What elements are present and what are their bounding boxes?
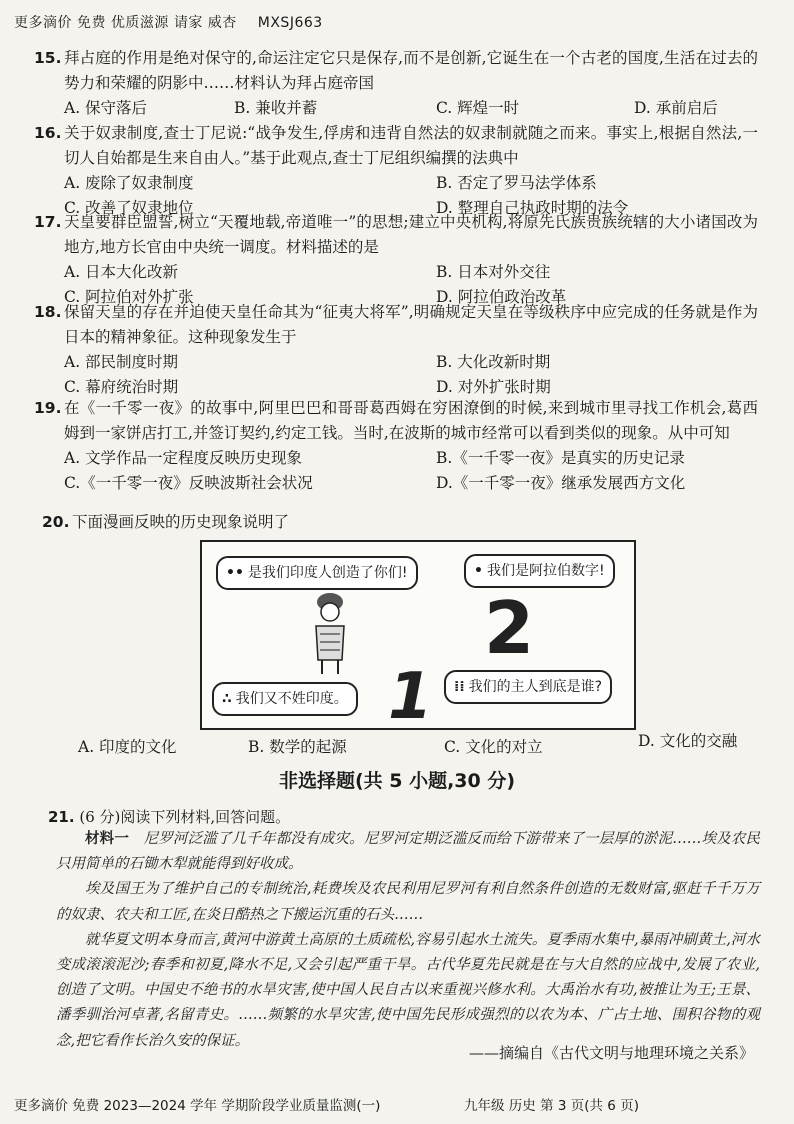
question-intro: (6 分)阅读下列材料,回答问题。 (79, 808, 291, 826)
question-15 (34, 46, 758, 121)
dots-icon: ⁞⁞ (454, 679, 465, 695)
option-d[interactable]: D. 承前启后 (634, 99, 718, 117)
header-code: MXSJ663 (257, 15, 323, 31)
speech-bubble-digit-two (464, 554, 615, 588)
option-d[interactable]: D. 阿拉伯政治改革 (436, 288, 567, 306)
question-number: 15. (34, 49, 62, 67)
dots-icon: ∴ (222, 691, 232, 707)
options-row (64, 471, 758, 496)
option-b[interactable]: B. 数学的起源 (248, 738, 347, 756)
options-row (78, 732, 758, 760)
option-a[interactable]: A. 日本大化改新 (64, 263, 179, 281)
material-paragraph-2: 埃及国王为了维护自己的专制统治,耗费埃及农民利用尼罗河有利自然条件创造的无数财富,驱赶千千万万的奴隶、农夫和工匠,在炎日酷热之下搬运沉重的石头…… (56, 881, 760, 923)
speech-bubble-digit-one (444, 670, 612, 704)
speech-bubble-indian (216, 556, 418, 590)
digit-two-character: 2 (484, 586, 535, 670)
comic-figure (200, 540, 636, 734)
indian-figure-icon (306, 590, 354, 676)
header-text: 更多滴价 免费 优质滋源 请家 威杏 (14, 15, 237, 31)
material-label: 材料一 (85, 830, 130, 847)
option-a[interactable]: A. 印度的文化 (78, 738, 177, 756)
footer-right: 九年级 历史 第 3 页(共 6 页) (464, 1098, 639, 1114)
option-a[interactable]: A. 文学作品一定程度反映历史现象 (64, 449, 303, 467)
bubble-text: 我们又不姓印度。 (235, 691, 348, 707)
material-paragraph-3: 就华夏文明本身而言,黄河中游黄土高原的土质疏松,容易引起水土流失。夏季雨水集中,暴雨冲刷黄土,河水变成滚滚泥沙;春季和初夏,降水不足,又会引起严重干旱。古代华夏先民就是在与大自然的应战中,发展了农业,创造了文明。中国史不绝书的水旱灾害,使中国人民自古以来重视兴修水利。大禹治水有功,被推让为王;王景、潘季驯治河卓著,名留青史。……频繁的水旱灾害,使中国先民形成强烈的以农为本、广占土地、围积谷物的观念,把它看作长治久安的保证。 (56, 931, 760, 1049)
bubble-text: 我们的主人到底是谁? (468, 679, 603, 695)
option-c[interactable]: C.《一千零一夜》反映波斯社会状况 (64, 474, 313, 492)
option-d[interactable]: D. 整理自己执政时期的法令 (436, 199, 629, 217)
option-a[interactable]: A. 废除了奴隶制度 (64, 174, 194, 192)
option-c[interactable]: C. 阿拉伯对外扩张 (64, 288, 194, 306)
question-17 (34, 210, 758, 310)
speech-bubble-left (212, 682, 358, 716)
question-number: 17. (34, 213, 62, 231)
option-d[interactable]: D. 文化的交融 (638, 732, 738, 750)
question-text: 关于奴隶制度,查士丁尼说:“战争发生,俘虏和违背自然法的奴隶制就随之而来。事实上,根据自然法,一切人自始都是生来自由人。”基于此观点,查士丁尼组织编撰的法典中 (64, 124, 758, 167)
bubble-text: 是我们印度人创造了你们! (247, 565, 408, 581)
question-text: 下面漫画反映的历史现象说明了 (72, 513, 290, 531)
dots-icon: • (474, 563, 483, 579)
option-b[interactable]: B. 大化改新时期 (436, 353, 551, 371)
question-number: 20. (42, 513, 70, 531)
question-text: 天皇要群臣盟誓,树立“天覆地载,帝道唯一”的思想;建立中央机构,将原先氏族贵族统辖的大小诸国改为地方,地方长官由中央统一调度。材料描述的是 (64, 213, 758, 256)
option-b[interactable]: B. 兼收并蓄 (234, 99, 318, 117)
question-number: 19. (34, 399, 62, 417)
question-text: 保留天皇的存在并迫使天皇任命其为“征夷大将军”,明确规定天皇在等级秩序中应完成的任务就是作为日本的精神象征。这种现象发生于 (64, 303, 758, 346)
option-c[interactable]: C. 文化的对立 (444, 738, 543, 756)
question-16 (34, 121, 758, 221)
digit-one-character: 1 (388, 660, 433, 734)
options-row (64, 171, 758, 196)
option-d[interactable]: D.《一千零一夜》继承发展西方文化 (436, 474, 686, 492)
option-b[interactable]: B. 日本对外交往 (436, 263, 551, 281)
footer-left: 更多滴价 免费 2023—2024 学年 学期阶段学业质量监测(一) (14, 1098, 381, 1114)
section-title: 非选择题(共 5 小题,30 分) (278, 770, 516, 792)
options-row (64, 260, 758, 285)
question-19 (34, 396, 758, 496)
material-handwritten (56, 826, 760, 1054)
question-18 (34, 300, 758, 400)
option-d[interactable]: D. 对外扩张时期 (436, 378, 551, 396)
material-source: ——摘编自《古代文明与地理环境之关系》 (468, 1044, 754, 1062)
question-text: 拜占庭的作用是绝对保守的,命运注定它只是保存,而不是创新,它诞生在一个古老的国度,生活在过去的势力和荣耀的阴影中……材料认为拜占庭帝国 (64, 49, 758, 92)
dots-icon: •• (226, 565, 244, 581)
options-row (64, 446, 758, 471)
question-number: 21. (48, 808, 75, 826)
bubble-text: 我们是阿拉伯数字! (486, 563, 605, 579)
question-number: 18. (34, 303, 62, 321)
question-number: 16. (34, 124, 62, 142)
question-20 (42, 510, 758, 535)
option-c[interactable]: C. 改善了奴隶地位 (64, 199, 194, 217)
options-row (64, 350, 758, 375)
option-c[interactable]: C. 辉煌一时 (436, 99, 520, 117)
option-b[interactable]: B. 否定了罗马法学体系 (436, 174, 597, 192)
option-b[interactable]: B.《一千零一夜》是真实的历史记录 (436, 449, 685, 467)
option-a[interactable]: A. 部民制度时期 (64, 353, 179, 371)
options-row (64, 96, 758, 121)
option-a[interactable]: A. 保守落后 (64, 99, 148, 117)
page-footer (14, 1094, 780, 1114)
question-text: 在《一千零一夜》的故事中,阿里巴巴和哥哥葛西姆在穷困潦倒的时候,来到城市里寻找工作机会,葛西姆到一家饼店打工,并签订契约,约定工钱。当时,在波斯的城市经常可以看到类似的现象。从中可知 (64, 399, 758, 442)
page-header (14, 12, 323, 32)
material-paragraph-1 (56, 826, 760, 877)
question-21-header (48, 806, 758, 827)
option-c[interactable]: C. 幕府统治时期 (64, 378, 179, 396)
paragraph-text: 尼罗河泛滥了几千年都没有成灾。尼罗河定期泛滥反而给下游带来了一层厚的淤泥……埃及农民只用简单的石锄木犁就能得到好收成。 (56, 831, 761, 873)
